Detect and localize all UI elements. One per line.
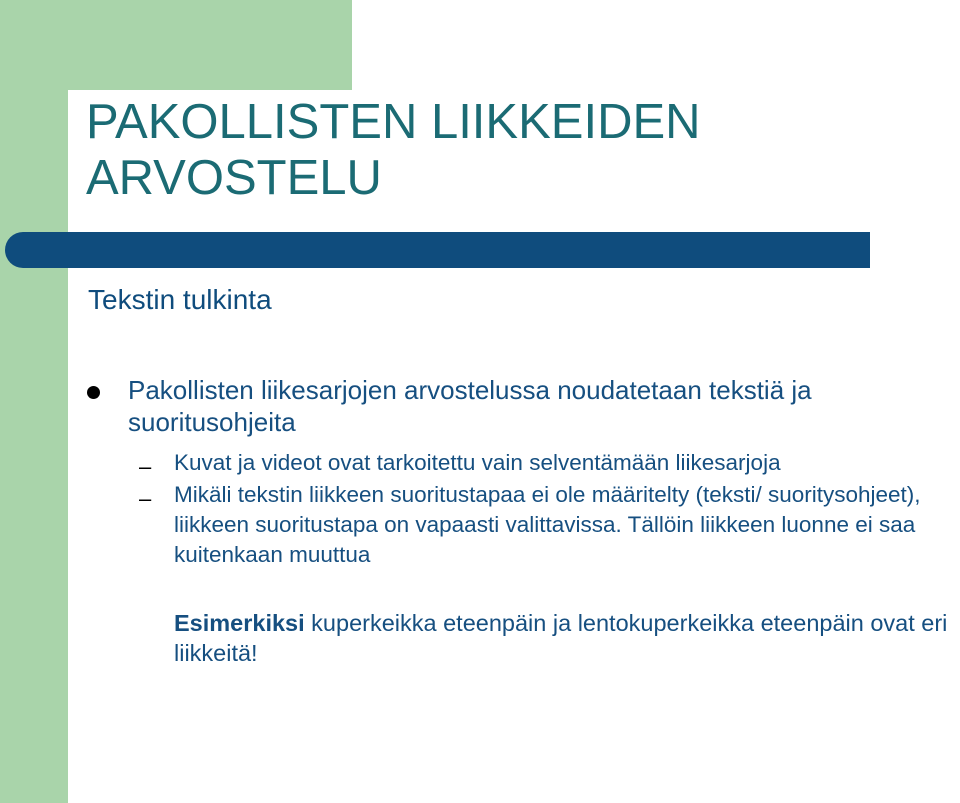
sub-item-2: Mikäli tekstin liikkeen suoritustapaa ei ole määritelty (teksti/ suoritysohjeet), liikkeen suoritustapa on vapaasti valittavissa. Tällöin liikkeen luonne ei saa kuitenkaan muuttua <box>174 482 921 567</box>
bullet-dot-icon <box>87 386 100 399</box>
slide-title-line-2: ARVOSTELU <box>86 151 382 205</box>
slide-subtitle: Tekstin tulkinta <box>88 284 272 315</box>
sub-item-1: Kuvat ja videot ovat tarkoitettu vain selventämään liikesarjoja <box>174 450 781 475</box>
dash-bullet-icon: – <box>139 486 152 511</box>
dash-bullet-icon: – <box>139 454 152 479</box>
slide-title-line-1: PAKOLLISTEN LIIKKEIDEN <box>86 95 701 149</box>
green-frame-left <box>0 0 68 803</box>
bullet-item-1: Pakollisten liikesarjojen arvostelussa noudatetaan tekstiä ja suoritusohjeita <box>128 375 812 437</box>
example-body: kuperkeikka eteenpäin ja lentokuperkeikka eteenpäin ovat eri liikkeitä! <box>174 610 948 666</box>
example-label: Esimerkiksi <box>174 610 305 636</box>
example-text <box>174 608 960 668</box>
slide-title <box>86 94 906 206</box>
title-divider-bar <box>5 232 870 268</box>
